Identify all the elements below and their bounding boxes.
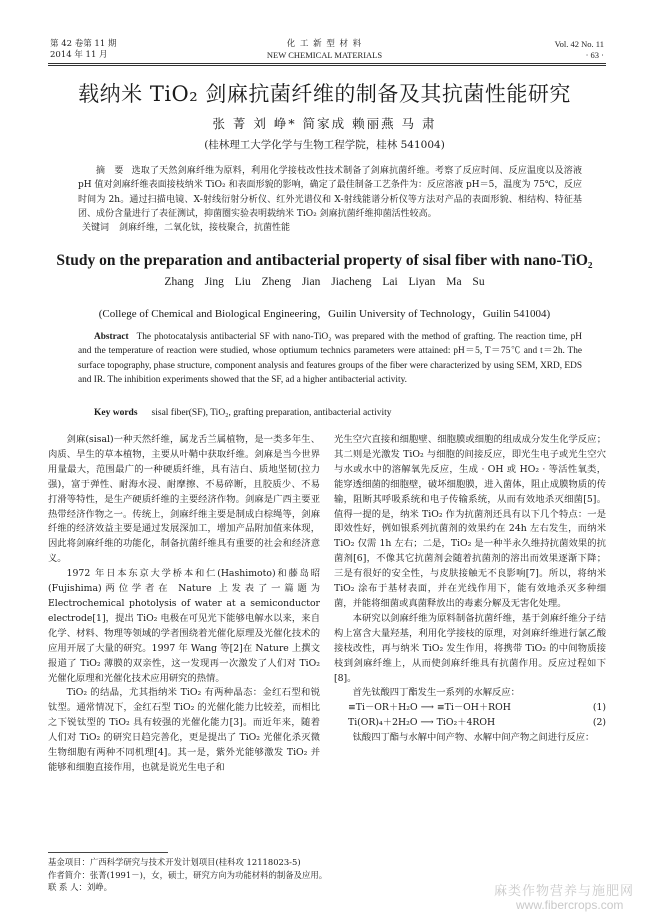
body-right-column: [334, 433, 606, 746]
affiliation-en: (College of Chemical and Biological Engineering，Guilin University of Technology，Guilin 541004): [98, 308, 551, 320]
paragraph: TiO₂ 的结晶，尤其指纳米 TiO₂ 有两种晶态：金红石型和锐钛型。通常情况下，金红石型 TiO₂ 的光催化能力比较差，而相比之下锐钛型的 TiO₂ 具有较强的光催化能力[3]。而近年来，随着人们对 TiO₂ 的研究日趋完善化，更是提出了 TiO₂ 光催化杀灭微生物细胞有两种不同机理[4]。其一是，紫外光能够激发 TiO₂ 并能够和细胞直接作用，也就是说光生电子和: [48, 687, 320, 773]
keywords-cn-text: 剑麻纤维，二氧化钛，接枝聚合，抗菌性能: [119, 223, 291, 234]
footnote-contact: 联 系 人：刘峥。: [48, 882, 112, 892]
issue-date: 2014 年 11 月: [50, 50, 108, 60]
keywords-en: [94, 408, 584, 418]
paragraph: 1972 年日本东京大学桥本和仁(Hashimoto)和藤岛昭(Fujishima)两位学者在 Nature 上发表了一篇题为 Electrochemical photolysis of water at a semiconductor electrode[1]，提出 TiO₂ 电极在可见光下能够电解水以来，来自化学、材料、物理等领域的学者围绕着光催化原理及光催化技术的应用开展了大量的研究。1997 年 Wang 等[2]在 Nature 上撰文报道了 TiO₂ 薄膜的双亲性，这一发现再一次激发了人们对 TiO₂ 光催化原理和光催化技术应用研究的热情。: [48, 568, 320, 684]
paragraph: 本研究以剑麻纤维为原料制备抗菌纤维，基于剑麻纤维分子结构上富含大量羟基，利用化学接枝的原理，对剑麻纤维进行氯乙酸接枝改性，再与纳米 TiO₂ 发生作用，将携带 TiO₂ 的中间物质接枝到剑麻纤维上，从而使剑麻纤维具有抗菌作用。反应过程如下[8]。: [334, 612, 606, 684]
keywords-en-text: sisal fiber(SF), TiO₂, grafting preparation, antibacterial activity: [151, 408, 392, 418]
equation-2-text: Ti(OR)₄＋2H₂O ⟶ TiO₂＋4ROH: [348, 717, 496, 729]
keywords-cn: [82, 221, 582, 235]
volume-issue-en: Vol. 42 No. 11: [554, 39, 604, 49]
page-number: · 63 ·: [585, 50, 604, 60]
abstract-en: [78, 330, 582, 387]
paragraph: 钛酸四丁酯与水解中间产物、水解中间产物之间进行反应：: [352, 732, 595, 744]
abstract-en-text: The photocatalysis antibacterial SF with nano-TiO₂ was prepared with the method of grafting. The reaction time, pH and the temperature of reaction were studied, whose optiumum technics parameters were attained: pH＝5, T＝75℃ and t＝2h. The surface topography, phase structure, component analysis and features groups of the fiber were characterized by using SEM, XRD, EDS and IR. The inhibition experiments showed that the SF, ad a higher antibacterial activity.: [78, 332, 582, 385]
watermark-cn: 麻类作物营养与施肥网: [494, 884, 635, 899]
watermark-url: www.fibercrops.com: [516, 898, 624, 912]
abstract-cn-text: 选取了天然剑麻纤维为原料，利用化学接枝改性技术制备了剑麻抗菌纤维。考察了反应时间、反应温度以及溶液 pH 值对剑麻纤维表面接枝纳米 TiO₂ 和表面形貌的影响，确定了最佳制备工艺条件为：反应溶液 pH＝5，温度为 75℃，反应时间为 2h。通过扫描电镜、X-射线衍射分析仪、红外光谱仪和 X-射线能谱分析仪等方法对产品的表面形貌、相结构、特征基团、成份含量进行了表征测试，抑菌圈实验表明载纳米 TiO₂ 剑麻抗菌纤维抑菌活性较高。: [78, 166, 582, 219]
equation-1: [334, 701, 606, 716]
paragraph: 剑麻(sisal)一种天然纤维，属龙舌兰属植物，是一类多年生、肉质、旱生的草本植物，主要从叶鞘中获取纤维。剑麻是当今世界用量最大，范围最广的一种硬质纤维，具有洁白、质地坚韧(拉力强)，富于弹性、耐海水浸、耐摩擦、不易碎断，且胶质少、不易打滑等特性，是生产硬质纤维的主要经济作物。剑麻是广西主要亚热带经济作物之一。传统上，剑麻纤维主要是制成白棕绳等，剑麻纤维的经济效益主要是通过发展深加工，增加产品附加值来体现，因此将剑麻纤维的功能化，制备抗菌纤维具有重要的社会和经济意义。: [48, 434, 320, 565]
volume-issue: 第 42 卷第 11 期: [50, 39, 117, 49]
paragraph: 首先钛酸四丁酯发生一系列的水解反应：: [352, 687, 520, 699]
equation-1-number: (1): [592, 702, 606, 714]
keywords-cn-label: 关键词: [82, 223, 110, 234]
footnote-author-bio: 作者简介：张菁(1991－)，女，硕士，研究方向为功能材料的制备及应用。: [48, 869, 328, 880]
abstract-cn-label: 摘 要: [96, 166, 124, 176]
equation-2: [334, 716, 606, 731]
footnote-rule: [48, 852, 168, 853]
authors-en: Zhang Jing Liu Zheng Jian Jiacheng Lai Liyan Ma Su: [164, 276, 485, 288]
header-right: [555, 39, 604, 61]
keywords-en-label: Key words: [94, 408, 138, 418]
paragraph: 光生空穴直接和细胞壁、细胞膜或细胞的组成成分发生化学反应；其二则是光激发 TiO₂ 与细胞的间接反应，即光生电子或光生空穴与水或水中的溶解氧先反应，生成 · OH 或 HO₂ · 等活性氧类，能穿透细菌的细胞壁，破坏细胞膜，进入菌体，阻止成膜物质的传输，阻断其呼吸系统和电子传输系统，从而有效地杀灭细菌[5]。值得一提的是，纳米 TiO₂ 作为抗菌剂还具有以下几个特点：一是即效性好，例如银系列抗菌剂的效果约在 24h 左右发生，而纳米 TiO₂ 仅需 1h 左右；二是，TiO₂ 是一种半永久维持抗菌效果的抗菌剂[6]，不像其它抗菌剂会随着抗菌剂的溶出而效果逐渐下降；三是有很好的安全性，与皮肤接触无不良影响[7]。所以，将纳米 TiO₂ 涂布于基材表面，并在光线作用下，能有效地杀灭多种细菌，并能将细菌或真菌释放出的毒素分解及无害化处理。: [334, 434, 606, 609]
affiliation-cn: (桂林理工大学化学与生物工程学院，桂林 541004): [204, 139, 445, 151]
header-divider: [48, 63, 606, 64]
authors-cn: 张 菁 刘 峥* 简家成 赖丽燕 马 肃: [212, 116, 437, 131]
equation-1-text: ≡Ti－OR＋H₂O ⟶ ≡Ti－OH＋ROH: [348, 702, 511, 714]
footnote-funding: 基金项目：广西科学研究与技术开发计划项目(桂科攻 12118023-5): [48, 857, 301, 867]
equation-2-number: (2): [592, 717, 606, 729]
body-left-column: [48, 433, 320, 776]
journal-name-cn: 化 工 新 型 材 料: [286, 39, 363, 49]
footnotes: [48, 856, 348, 894]
header-center: [0, 39, 649, 61]
title-cn: 载纳米 TiO₂ 剑麻抗菌纤维的制备及其抗菌性能研究: [78, 82, 571, 106]
header-divider-2: [48, 65, 606, 66]
abstract-en-label: Abstract: [94, 332, 129, 342]
title-en: Study on the preparation and antibacterial property of sisal fiber with nano-TiO₂: [56, 252, 593, 269]
journal-name-en: NEW CHEMICAL MATERIALS: [266, 50, 383, 60]
abstract-cn: [78, 164, 582, 235]
